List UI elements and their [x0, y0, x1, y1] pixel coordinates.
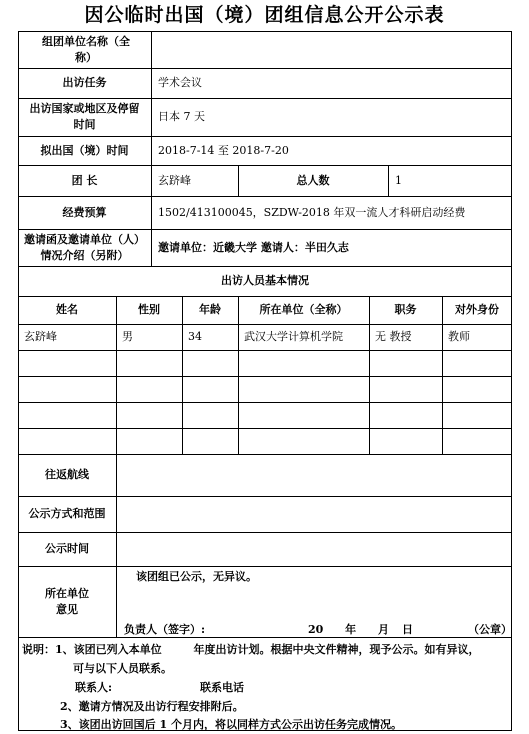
opinion-signer: 负责人（签字）: [124, 623, 206, 636]
member-position: 无 教授 [375, 330, 412, 343]
invitation-value: 邀请单位：近畿大学 邀请人：半田久志 [158, 240, 349, 254]
total-label: 总人数 [296, 173, 330, 187]
note-line-1: 说明：1、该团已列入本单位 年度出访计划。根据中央文件精神，现予公示。如有异议， [22, 643, 480, 656]
member-gender: 男 [122, 330, 133, 343]
opinion-statement: 该团组已公示，无异议。 [136, 570, 257, 583]
note-line-3a: 联系人: [75, 681, 113, 694]
members-header-age: 年龄 [199, 303, 221, 316]
invitation-label: 邀请函及邀请单位（人）情况介绍（另附） [24, 232, 145, 262]
table-rule [18, 428, 512, 429]
dates-label: 拟出国（境）时间 [40, 143, 129, 157]
leader-value: 玄跻峰 [158, 173, 191, 187]
note-line-5: 3、该团出访回国后 1 个月内，将以同样方式公示出访任务完成情况。 [60, 718, 402, 731]
budget-label: 经费预算 [62, 205, 107, 219]
countries-label: 出访国家或地区及停留时间 [29, 102, 140, 131]
route-label: 往返航线 [45, 468, 89, 481]
page-title: 因公临时出国（境）团组信息公开公示表 [84, 4, 445, 26]
table-rule [18, 350, 512, 351]
task-label: 出访任务 [62, 76, 107, 89]
members-header-gender: 性别 [138, 303, 160, 316]
opinion-day: 日 [402, 623, 413, 636]
member-name: 玄跻峰 [24, 330, 57, 343]
table-rule [18, 637, 512, 638]
budget-value: 1502/413100045，SZDW-2018 年双一流人才科研启动经费 [158, 205, 466, 219]
opinion-seal: （公章） [468, 623, 512, 636]
dates-value: 2018-7-14 至 2018-7-20 [158, 143, 289, 157]
note-line-4: 2、邀请方情况及出访行程安排附后。 [60, 700, 244, 713]
publicity-time-label: 公示时间 [45, 542, 89, 555]
members-section-title: 出访人员基本情况 [221, 274, 309, 287]
members-header-unit: 所在单位（全称） [259, 303, 348, 316]
members-header-name: 姓名 [56, 303, 78, 316]
note-line-3b: 联系电话 [200, 681, 244, 694]
unit-opinion-label: 所在单位意见 [45, 586, 89, 616]
unit-name-label: 组团单位名称（全称） [42, 34, 130, 64]
table-rule [18, 376, 512, 377]
member-identity: 教师 [448, 330, 470, 343]
total-value: 1 [395, 173, 402, 187]
route-value [116, 454, 512, 496]
members-header-position: 职务 [394, 303, 417, 316]
opinion-month: 月 [378, 623, 389, 636]
publicity-time-value [116, 532, 512, 566]
leader-label: 团 长 [71, 173, 98, 187]
task-value: 学术会议 [158, 76, 202, 89]
member-unit: 武汉大学计算机学院 [244, 330, 343, 343]
note-line-2: 可与以下人员联系。 [73, 662, 172, 675]
members-header-identity: 对外身份 [455, 303, 499, 316]
opinion-year: 20 年 [308, 623, 357, 636]
table-rule [18, 402, 512, 403]
member-age: 34 [188, 330, 202, 343]
countries-value: 日本 7 天 [158, 110, 205, 123]
publicity-method-label: 公示方式和范围 [28, 507, 106, 520]
publicity-method-value [116, 496, 512, 532]
unit-name-value [151, 31, 512, 68]
